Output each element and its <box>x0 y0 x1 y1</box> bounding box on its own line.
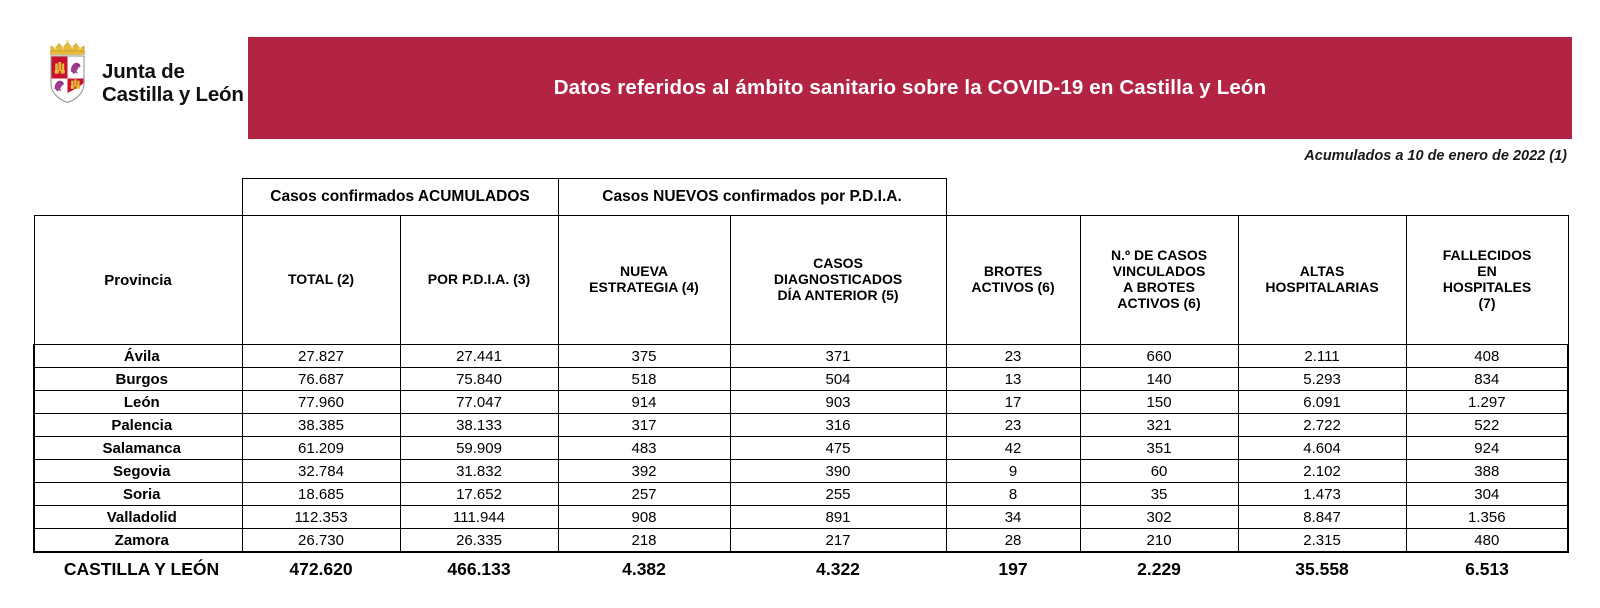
cell-provincia: Soria <box>34 483 242 506</box>
column-header-dia-anterior <box>730 216 946 345</box>
column-header-fallecidos-line2: EN <box>1477 263 1497 280</box>
column-header-fallecidos-line4: (7) <box>1478 294 1496 311</box>
cell-total: 27.827 <box>242 345 400 368</box>
table-row <box>34 506 1568 529</box>
cell-provincia: Valladolid <box>34 506 242 529</box>
column-header-fallecidos-line1: FALLECIDOS <box>1442 247 1532 264</box>
cell-total: 26.730 <box>242 529 400 553</box>
column-header-row <box>34 216 1568 345</box>
table-row <box>34 460 1568 483</box>
table-total-row <box>34 552 1568 585</box>
cell-brotes-activos: 34 <box>946 506 1080 529</box>
total-cell-brotes-activos: 197 <box>946 552 1080 585</box>
cell-por-pdia: 75.840 <box>400 368 558 391</box>
cell-brotes-activos: 8 <box>946 483 1080 506</box>
group-header-spacer <box>34 179 242 216</box>
cell-por-pdia: 31.832 <box>400 460 558 483</box>
cell-total: 32.784 <box>242 460 400 483</box>
cell-fallecidos: 304 <box>1406 483 1568 506</box>
cell-total: 77.960 <box>242 391 400 414</box>
cell-nueva-estrategia: 908 <box>558 506 730 529</box>
cell-dia-anterior: 475 <box>730 437 946 460</box>
table-row <box>34 391 1568 414</box>
title-banner <box>248 37 1572 139</box>
column-header-por-pdia <box>400 216 558 345</box>
cell-por-pdia: 111.944 <box>400 506 558 529</box>
banner-title: Datos referidos al ámbito sanitario sobre la COVID-19 en Castilla y León <box>553 76 1267 99</box>
cell-provincia: Palencia <box>34 414 242 437</box>
covid-data-table <box>33 178 1569 585</box>
cell-por-pdia: 77.047 <box>400 391 558 414</box>
column-header-altas <box>1238 216 1406 345</box>
cell-altas: 6.091 <box>1238 391 1406 414</box>
cell-brotes-activos: 23 <box>946 414 1080 437</box>
cell-fallecidos: 480 <box>1406 529 1568 553</box>
cell-fallecidos: 834 <box>1406 368 1568 391</box>
cell-nueva-estrategia: 218 <box>558 529 730 553</box>
cell-brotes-activos: 13 <box>946 368 1080 391</box>
cell-brotes-activos: 23 <box>946 345 1080 368</box>
cell-dia-anterior: 316 <box>730 414 946 437</box>
cell-total: 61.209 <box>242 437 400 460</box>
column-header-vinculados-line4: ACTIVOS (6) <box>1117 294 1201 311</box>
total-cell-dia-anterior: 4.322 <box>730 552 946 585</box>
junta-logo-line2: Castilla y León <box>102 83 244 107</box>
group-header-spacer-altas <box>1238 179 1406 216</box>
column-header-nueva-estrategia <box>558 216 730 345</box>
cell-nueva-estrategia: 317 <box>558 414 730 437</box>
column-header-fallecidos-line3: HOSPITALES <box>1442 279 1532 295</box>
cell-altas: 8.847 <box>1238 506 1406 529</box>
cell-por-pdia: 27.441 <box>400 345 558 368</box>
cell-provincia: Ávila <box>34 345 242 368</box>
cell-total: 18.685 <box>242 483 400 506</box>
total-cell-provincia: CASTILLA Y LEÓN <box>34 552 242 585</box>
cell-vinculados: 660 <box>1080 345 1238 368</box>
cell-vinculados: 351 <box>1080 437 1238 460</box>
total-cell-altas: 35.558 <box>1238 552 1406 585</box>
cell-nueva-estrategia: 257 <box>558 483 730 506</box>
table-row <box>34 483 1568 506</box>
cell-fallecidos: 924 <box>1406 437 1568 460</box>
total-cell-vinculados: 2.229 <box>1080 552 1238 585</box>
cell-vinculados: 140 <box>1080 368 1238 391</box>
cell-vinculados: 35 <box>1080 483 1238 506</box>
cell-dia-anterior: 371 <box>730 345 946 368</box>
junta-logo-line1: Junta de <box>102 60 185 83</box>
page-header <box>0 0 1600 140</box>
cell-altas: 2.315 <box>1238 529 1406 553</box>
cell-fallecidos: 388 <box>1406 460 1568 483</box>
cell-brotes-activos: 28 <box>946 529 1080 553</box>
cell-por-pdia: 59.909 <box>400 437 558 460</box>
cell-dia-anterior: 903 <box>730 391 946 414</box>
group-header-spacer-fallecidos <box>1406 179 1568 216</box>
group-header-nuevos: Casos NUEVOS confirmados por P.D.I.A. <box>558 179 946 216</box>
column-header-altas-line2: HOSPITALARIAS <box>1265 279 1379 295</box>
cell-provincia: Salamanca <box>34 437 242 460</box>
column-header-dia-anterior-line2: DIAGNOSTICADOS <box>773 271 903 288</box>
cell-por-pdia: 26.335 <box>400 529 558 553</box>
junta-logo <box>30 34 244 134</box>
total-cell-total: 472.620 <box>242 552 400 585</box>
column-header-dia-anterior-line1: CASOS <box>813 255 863 272</box>
cell-altas: 2.102 <box>1238 460 1406 483</box>
cell-dia-anterior: 255 <box>730 483 946 506</box>
table-row <box>34 368 1568 391</box>
cell-dia-anterior: 891 <box>730 506 946 529</box>
cell-altas: 2.722 <box>1238 414 1406 437</box>
column-header-provincia: Provincia <box>34 216 242 345</box>
group-header-spacer-brotes <box>946 179 1080 216</box>
cell-altas: 5.293 <box>1238 368 1406 391</box>
total-cell-por-pdia: 466.133 <box>400 552 558 585</box>
cell-dia-anterior: 504 <box>730 368 946 391</box>
column-header-altas-line1: ALTAS <box>1299 263 1345 280</box>
column-header-fallecidos <box>1406 216 1568 345</box>
cell-total: 76.687 <box>242 368 400 391</box>
cell-vinculados: 60 <box>1080 460 1238 483</box>
cell-vinculados: 150 <box>1080 391 1238 414</box>
cell-altas: 4.604 <box>1238 437 1406 460</box>
cell-fallecidos: 1.356 <box>1406 506 1568 529</box>
junta-de-castilla-y-leon-crest-icon <box>42 36 96 108</box>
column-header-brotes-activos <box>946 216 1080 345</box>
cell-total: 112.353 <box>242 506 400 529</box>
column-header-brotes-activos-line1: BROTES <box>983 263 1043 280</box>
cell-brotes-activos: 9 <box>946 460 1080 483</box>
table-row <box>34 437 1568 460</box>
cell-total: 38.385 <box>242 414 400 437</box>
cell-brotes-activos: 42 <box>946 437 1080 460</box>
cell-nueva-estrategia: 914 <box>558 391 730 414</box>
group-header-row <box>34 179 1568 216</box>
cell-fallecidos: 1.297 <box>1406 391 1568 414</box>
cell-fallecidos: 408 <box>1406 345 1568 368</box>
table-head <box>34 179 1568 345</box>
cell-brotes-activos: 17 <box>946 391 1080 414</box>
column-header-vinculados-line3: A BROTES <box>1123 279 1195 295</box>
cell-nueva-estrategia: 518 <box>558 368 730 391</box>
column-header-por-pdia-line1: POR P.D.I.A. (3) <box>427 271 531 288</box>
cell-provincia: Zamora <box>34 529 242 553</box>
cell-vinculados: 302 <box>1080 506 1238 529</box>
cell-dia-anterior: 217 <box>730 529 946 553</box>
table-row <box>34 414 1568 437</box>
accumulated-date-note: Acumulados a 10 de enero de 2022 (1) <box>1304 148 1567 164</box>
total-cell-nueva-estrategia: 4.382 <box>558 552 730 585</box>
cell-provincia: Burgos <box>34 368 242 391</box>
column-header-dia-anterior-line3: DÍA ANTERIOR (5) <box>777 286 899 303</box>
column-header-vinculados-line2: VINCULADOS <box>1112 263 1206 280</box>
cell-altas: 2.111 <box>1238 345 1406 368</box>
cell-vinculados: 321 <box>1080 414 1238 437</box>
junta-logo-text <box>102 60 244 106</box>
total-cell-fallecidos: 6.513 <box>1406 552 1568 585</box>
table-body <box>34 345 1568 553</box>
cell-fallecidos: 522 <box>1406 414 1568 437</box>
group-header-spacer-vinculados <box>1080 179 1238 216</box>
table-row <box>34 345 1568 368</box>
column-header-vinculados <box>1080 216 1238 345</box>
column-header-total <box>242 216 400 345</box>
column-header-nueva-estrategia-line2: ESTRATEGIA (4) <box>589 279 699 295</box>
column-header-total-line1: TOTAL (2) <box>287 271 355 288</box>
column-header-brotes-activos-line2: ACTIVOS (6) <box>971 279 1055 295</box>
cell-dia-anterior: 390 <box>730 460 946 483</box>
cell-por-pdia: 17.652 <box>400 483 558 506</box>
cell-vinculados: 210 <box>1080 529 1238 553</box>
table-row <box>34 529 1568 553</box>
group-header-acumulados: Casos confirmados ACUMULADOS <box>242 179 558 216</box>
column-header-nueva-estrategia-line1: NUEVA <box>620 263 668 280</box>
cell-nueva-estrategia: 392 <box>558 460 730 483</box>
cell-nueva-estrategia: 375 <box>558 345 730 368</box>
column-header-vinculados-line1: N.º DE CASOS <box>1110 247 1208 264</box>
cell-altas: 1.473 <box>1238 483 1406 506</box>
table-foot <box>34 552 1568 585</box>
covid-data-table-wrapper <box>33 178 1567 585</box>
cell-por-pdia: 38.133 <box>400 414 558 437</box>
cell-provincia: León <box>34 391 242 414</box>
cell-provincia: Segovia <box>34 460 242 483</box>
cell-nueva-estrategia: 483 <box>558 437 730 460</box>
